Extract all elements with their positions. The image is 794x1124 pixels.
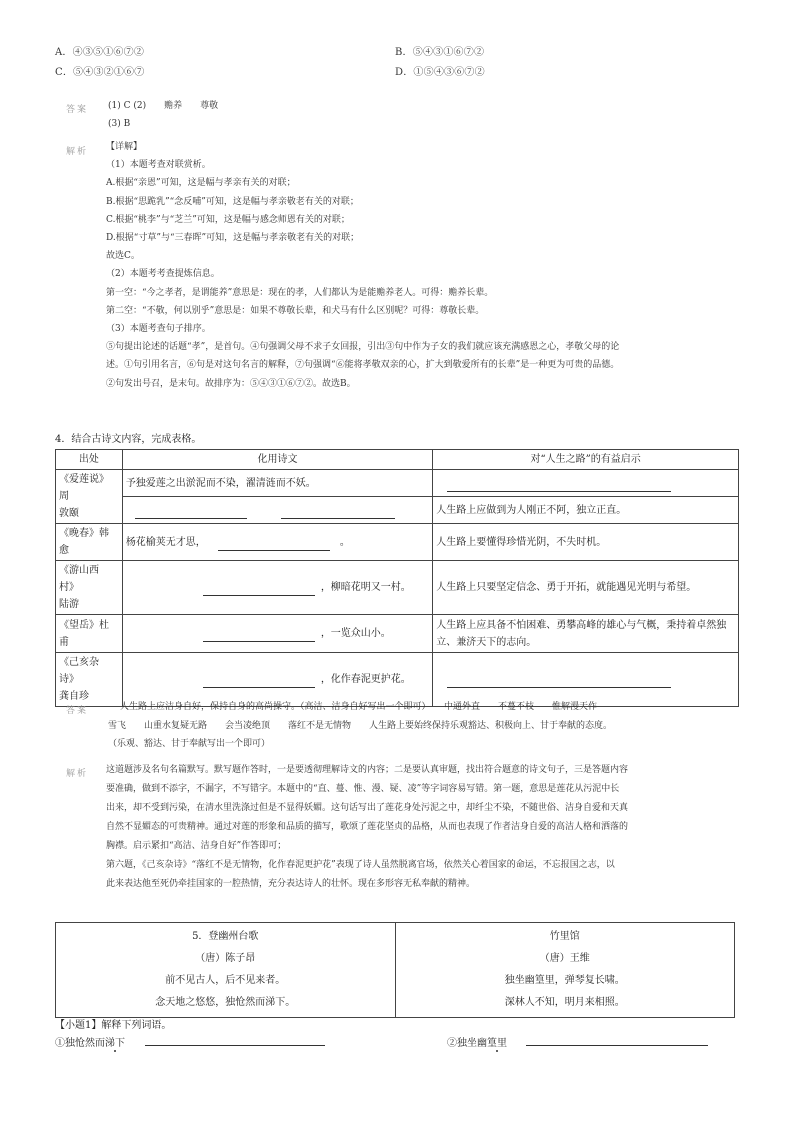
analysis-line: 第一空：“今之孝者，是谓能养”意思是：现在的孝，人们都认为是能赡养老人。可得：赡养长辈。 (106, 287, 494, 298)
analysis-line: 要准确，做到不添字，不漏字，不写错字。本题中的“直、蔓、惟、漫、疑、凌”等字词容易写错。第一题，意思是莲花从污泥中长 (106, 784, 620, 794)
blank-line[interactable] (447, 677, 671, 688)
poem-left-line-1: 前不见古人，后不见来者。 (165, 975, 286, 986)
insight-cell: 人生路上只要坚定信念、勇于开拓，就能遇见光明与希望。 (433, 561, 739, 615)
analysis-line: 第二空：“不敬，何以别乎”意思是：如果不尊敬长辈，和犬马有什么区别呢？可得：尊敬长辈。 (106, 305, 485, 316)
option-b: B．⑤④③①⑥⑦② (395, 47, 485, 58)
source-cell (56, 470, 123, 524)
source-text-2: 敦颐 (59, 508, 79, 519)
poem-cell (122, 561, 432, 615)
blank-line[interactable] (218, 540, 330, 551)
poem-right-title: 竹里馆 (549, 931, 580, 942)
question-5-poem-table (55, 922, 735, 1018)
analysis-line: （2）本题考考查提炼信息。 (106, 269, 220, 280)
analysis-line: ⑤句提出论述的话题“孝”，是首句。④句强调父母不求子女回报，引出③句中作为子女的我们就应该充满感恩之心，孝敬父母的论 (106, 342, 620, 353)
blank-line[interactable] (447, 481, 671, 492)
poem-text: 杨花榆荚无才思， (125, 536, 206, 548)
analysis-line: （1）本题考查对联赏析。 (106, 160, 211, 171)
poem-left-title: 5．登幽州台歌 (192, 931, 259, 942)
poem-left-cell (56, 923, 396, 1018)
sub-question-1: 【小题1】解释下列词语。 (55, 1020, 172, 1031)
source-text: 《游山西村》 (59, 565, 99, 593)
analysis-line: 出来，却不受到污染，在清水里洗涤过但是不显得妖媚。这句话写出了莲花身处污泥之中，却纤尘不染，不随世俗、洁身自爱和天真 (106, 803, 629, 813)
source-text-2: 陆游 (59, 599, 79, 610)
source-text: 《己亥杂诗》 (59, 657, 99, 685)
source-cell: 《晚春》韩愈 (56, 524, 123, 561)
analysis-line: 胸襟。启示紧扣“高洁、洁身自好”作答即可； (106, 841, 287, 851)
blank-line[interactable] (203, 585, 315, 596)
analysis-line: 第六题，《己亥杂诗》“落红不是无情物，化作春泥更护花”表现了诗人虽然脱离官场，依然关心着国家的命运，不忘报国之志，以 (106, 860, 615, 870)
analysis-body (106, 138, 746, 393)
analysis-line: ②句发出号召，是末句。故排序为：⑤④③①⑥⑦②。故选B。 (106, 378, 356, 389)
source-cell (56, 653, 123, 707)
option-a: A．④③⑤①⑥⑦② (55, 47, 145, 58)
question-4-table (55, 449, 739, 707)
blank-line[interactable] (281, 508, 395, 519)
item-1-label: ①独怆然而涕下 (55, 1038, 125, 1049)
insight-cell: 人生路上应具备不怕困难、勇攀高峰的雄心与气概，秉持着卓然独立、兼济天下的志向。 (433, 615, 739, 653)
source-text-2: 龚自珍 (59, 691, 89, 702)
poem-blank-cell[interactable] (122, 497, 432, 524)
analysis-line: 【详解】 (106, 142, 143, 152)
item-2-blank[interactable] (526, 1045, 708, 1046)
option-c: C．⑤④③②①⑥⑦ (55, 67, 145, 78)
analysis-line: 述。①句引用名言，⑥句是对这句名言的解释，⑦句强调“⑥能将孝敬双亲的心，扩大到敬爱所有的长辈”是一种更为可贵的品德。 (106, 360, 620, 371)
header-insight: 对“人生之路”的有益启示 (433, 450, 739, 470)
table-row (56, 524, 739, 561)
answer-line-2: (3) B (108, 119, 131, 129)
poem-text: ，柳暗花明又一村。 (320, 582, 411, 593)
table-row (56, 470, 739, 497)
poem-right-line-1: 独坐幽篁里，弹琴复长啸。 (504, 975, 625, 986)
analysis-line: 这道题涉及名句名篇默写。默写题作答时，一是要透彻理解诗文的内容；二是要认真审题，找出符合题意的诗文句子，三是答题内容 (106, 765, 629, 775)
poem-text: ，化作春泥更护花。 (320, 674, 411, 685)
analysis-line: 此来表达他至死仍牵挂国家的一腔热情，充分表达诗人的壮怀。现在多形容无私奉献的精神。 (106, 879, 476, 889)
blank-line[interactable] (203, 631, 315, 642)
analysis-line: 自然不显媚态的可贵精神。通过对莲的形象和品质的描写，歌颂了莲花坚贞的品格，从而也表现了作者洁身自爱的高洁人格和洒落的 (106, 822, 629, 832)
table-row (56, 615, 739, 653)
blank-line[interactable] (203, 677, 315, 688)
poem-text: ，一览众山小。 (320, 628, 391, 639)
insight-blank-cell[interactable] (433, 470, 739, 497)
poem-right-author: （唐）王维 (539, 953, 590, 964)
option-d: D．①⑤④③⑥⑦② (395, 67, 485, 78)
analysis-body (106, 761, 746, 894)
source-cell (56, 561, 123, 615)
blank-line[interactable] (135, 508, 247, 519)
poem-left-author: （唐）陈子昂 (195, 953, 256, 964)
answer-line-1: 人生路上应洁身自好，保持自身的高尚操守。（高洁、洁身自好写出一个即可） 中通外直 不蔓不枝 惟解漫天作 (120, 702, 598, 712)
analysis-line: A.根据“亲恩”可知，这是幅与孝亲有关的对联； (106, 178, 296, 189)
analysis-label: 解析 (66, 769, 89, 779)
answer-line-3: （乐观、豁达、甘于奉献写出一个即可） (108, 739, 271, 749)
poem-right-cell (395, 923, 735, 1018)
answer-label: 答案 (66, 706, 89, 716)
item-1-blank[interactable] (145, 1045, 325, 1046)
insight-cell: 人生路上应做到为人刚正不阿，独立正直。 (433, 497, 739, 524)
source-cell: 《望岳》杜甫 (56, 615, 123, 653)
item-2-label: ②独坐幽篁里 (447, 1038, 507, 1049)
answer-line-1: (1) C (2) 赡养 尊敬 (108, 101, 219, 111)
poem-cell (122, 524, 432, 561)
answer-label: 答案 (66, 105, 89, 115)
header-poem: 化用诗文 (122, 450, 432, 470)
question-4-title: 4．结合古诗文内容，完成表格。 (55, 434, 202, 445)
table-row (56, 561, 739, 615)
poem-right-line-2: 深林人不知，明月来相照。 (504, 997, 625, 1008)
poem-text-end: 。 (339, 536, 350, 548)
analysis-line: B.根据“思跪乳”“念反哺”可知，这是幅与孝亲敬老有关的对联； (106, 196, 359, 207)
answer-line-2: 雪飞 山重水复疑无路 会当凌绝顶 落红不是无情物 人生路上要始终保持乐观豁达、积极向上、甘于奉献的态度。 (108, 721, 613, 731)
source-text: 《爱莲说》周 (59, 474, 109, 502)
poem-cell (122, 615, 432, 653)
analysis-line: D.根据“寸草”与“三春晖”可知，这是幅与孝亲敬老有关的对联； (106, 233, 360, 244)
table-row (56, 497, 739, 524)
insight-cell: 人生路上要懂得珍惜光阴，不失时机。 (433, 524, 739, 561)
analysis-line: （3）本题考查句子排序。 (106, 324, 211, 335)
analysis-line: C.根据“桃李”与“芝兰”可知，这是幅与感念师恩有关的对联； (106, 214, 350, 225)
emphasis-dot (496, 1050, 498, 1052)
analysis-line: 故选C。 (106, 251, 140, 262)
poem-left-line-2: 念天地之悠悠，独怆然而涕下。 (155, 997, 296, 1008)
header-source: 出处 (56, 450, 123, 470)
emphasis-dot (114, 1050, 116, 1052)
poem-cell: 予独爱莲之出淤泥而不染，濯清涟而不妖。 (122, 470, 432, 497)
analysis-label: 解析 (66, 147, 89, 157)
table-header-row (56, 450, 739, 470)
